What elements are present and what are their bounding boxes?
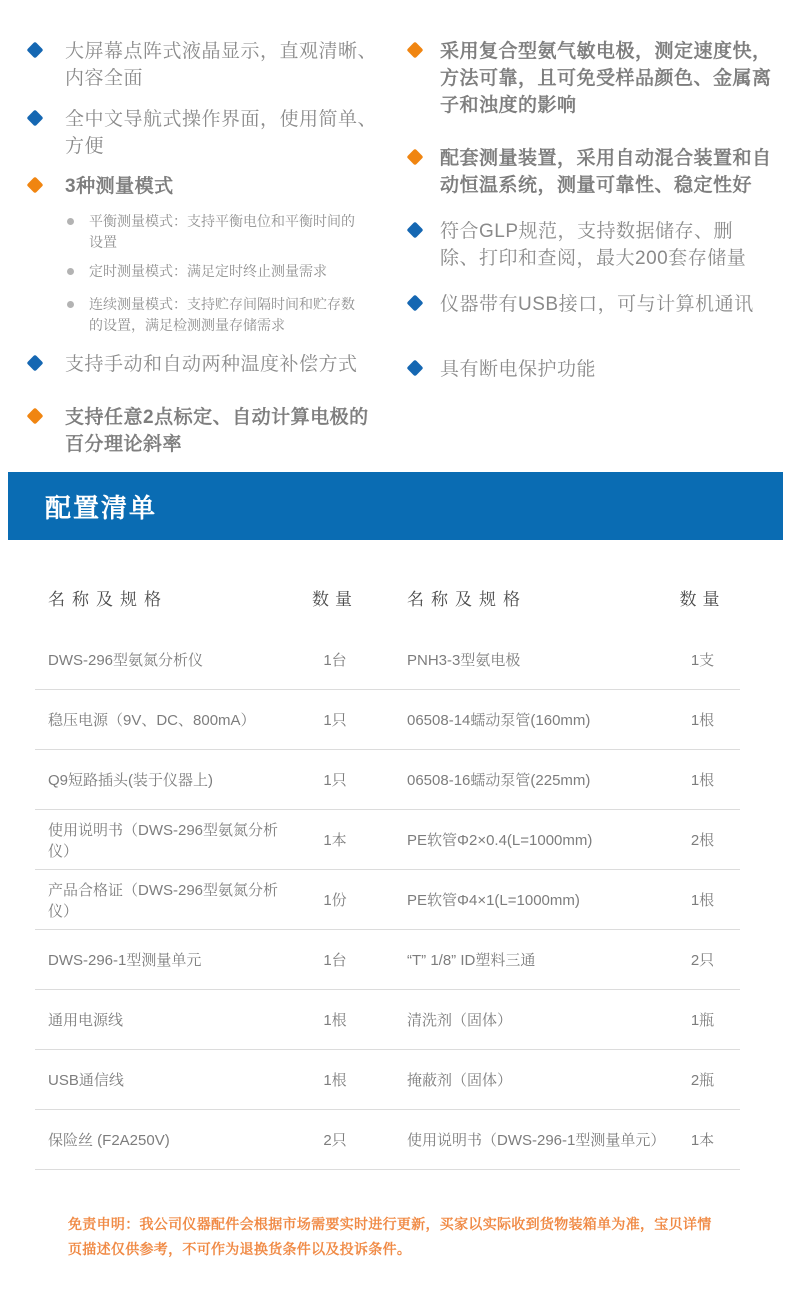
- cell-name-spec-2: PE软管Φ2×0.4(L=1000mm): [407, 832, 593, 849]
- cell-quantity-2: 1瓶: [690, 1012, 715, 1029]
- cell-name-spec-1: 产品合格证（DWS-296型氨氮分析仪）: [48, 881, 279, 920]
- blue-diamond-icon: [407, 360, 424, 377]
- table-row: [35, 630, 740, 690]
- feature-text: 采用复合型氨气敏电极，测定速度快，方法可靠，且可免受样品颜色、金属离子和浊度的影响: [440, 41, 772, 116]
- cell-quantity-2: 2瓶: [690, 1072, 715, 1089]
- cell-name-spec-1: DWS-296型氨氮分析仪: [48, 652, 204, 669]
- header-quantity-1: 数量: [312, 589, 358, 609]
- blue-diamond-icon: [407, 295, 424, 312]
- table-header-row: [35, 580, 740, 614]
- feature-text: 支持手动和自动两种温度补偿方式: [65, 354, 358, 375]
- feature-text: 具有断电保护功能: [440, 359, 597, 380]
- feature-text: 大屏幕点阵式液晶显示，直观清晰、内容全面: [65, 41, 378, 89]
- feature-item: [28, 351, 405, 378]
- cell-name-spec-2: 06508-14蠕动泵管(160mm): [407, 712, 591, 729]
- blue-diamond-icon: [407, 222, 424, 239]
- feature-subitem: [65, 261, 365, 282]
- feature-subitem-text: 连续测量模式：支持贮存间隔时间和贮存数的设置，满足检测测量存储需求: [89, 296, 355, 333]
- cell-name-spec-2: 掩蔽剂（固体）: [407, 1072, 513, 1089]
- cell-name-spec-1: DWS-296-1型测量单元: [48, 952, 202, 969]
- cell-quantity-2: 2只: [690, 952, 715, 969]
- header-name-spec-2: 名称及规格: [407, 589, 527, 609]
- cell-name-spec-2: 清洗剂（固体）: [407, 1012, 513, 1029]
- feature-item: [28, 38, 405, 92]
- table-row: [35, 870, 740, 930]
- blue-diamond-icon: [27, 42, 44, 59]
- feature-subitem-text: 定时测量模式：满足定时终止测量需求: [89, 263, 327, 279]
- feature-item: [405, 145, 772, 199]
- features-section: [0, 0, 790, 472]
- feature-item: [405, 356, 772, 383]
- feature-subitem: [65, 294, 365, 336]
- circle-bullet-icon: [67, 218, 74, 225]
- blue-diamond-icon: [27, 110, 44, 127]
- table-rows: [35, 630, 740, 1170]
- table-row: [35, 750, 740, 810]
- cell-name-spec-1: 通用电源线: [48, 1012, 124, 1029]
- feature-subitem: [65, 211, 365, 253]
- table-row: [35, 810, 740, 870]
- feature-text: 仪器带有USB接口，可与计算机通讯: [440, 294, 754, 315]
- features-col-left: [28, 38, 405, 458]
- table-row: [35, 990, 740, 1050]
- circle-bullet-icon: [67, 301, 74, 308]
- cell-quantity-1: 2只: [323, 1132, 347, 1149]
- disclaimer-text: 免责申明：我公司仪器配件会根据市场需要实时进行更新，买家以实际收到货物装箱单为准，宝贝详情页描述仅供参考，不可作为退换货条件以及投诉条件。: [68, 1216, 712, 1257]
- cell-quantity-1: 1根: [323, 1012, 347, 1029]
- table-row: [35, 930, 740, 990]
- cell-quantity-2: 1根: [690, 892, 715, 909]
- cell-name-spec-1: 稳压电源（9V、DC、800mA）: [48, 712, 256, 729]
- cell-quantity-1: 1本: [323, 832, 347, 849]
- orange-diamond-icon: [407, 149, 424, 166]
- cell-name-spec-2: PE软管Φ4×1(L=1000mm): [407, 892, 580, 909]
- cell-quantity-2: 1本: [690, 1132, 715, 1149]
- section-banner: [8, 472, 783, 540]
- cell-quantity-2: 1支: [690, 652, 715, 669]
- feature-item: [28, 106, 405, 160]
- cell-name-spec-2: 使用说明书（DWS-296-1型测量单元）: [407, 1132, 666, 1149]
- feature-text: 3种测量模式: [65, 176, 174, 197]
- config-table: [35, 580, 740, 1170]
- orange-diamond-icon: [27, 408, 44, 425]
- feature-sublist: [65, 211, 405, 336]
- cell-quantity-1: 1台: [323, 652, 347, 669]
- features-col-right: [405, 38, 772, 383]
- cell-name-spec-1: 保险丝 (F2A250V): [48, 1132, 170, 1149]
- header-quantity-2: 数量: [679, 589, 726, 609]
- cell-quantity-1: 1只: [323, 772, 347, 789]
- feature-item: [28, 173, 405, 336]
- feature-item: [28, 404, 405, 458]
- cell-quantity-1: 1份: [323, 892, 347, 909]
- orange-diamond-icon: [27, 177, 44, 194]
- section-title: 配置清单: [45, 492, 158, 523]
- cell-name-spec-1: 使用说明书（DWS-296型氨氮分析仪）: [48, 821, 279, 860]
- cell-quantity-1: 1台: [323, 952, 347, 969]
- feature-subitem-text: 平衡测量模式：支持平衡电位和平衡时间的设置: [89, 213, 355, 250]
- feature-text: 配套测量装置，采用自动混合装置和自动恒温系统，测量可靠性、稳定性好: [440, 148, 772, 196]
- cell-name-spec-2: 06508-16蠕动泵管(225mm): [407, 772, 591, 789]
- cell-name-spec-1: Q9短路插头(装于仪器上): [48, 772, 214, 789]
- cell-quantity-1: 1只: [323, 712, 347, 729]
- cell-name-spec-1: USB通信线: [48, 1072, 124, 1089]
- feature-item: [405, 38, 772, 119]
- cell-quantity-1: 1根: [323, 1072, 347, 1089]
- table-row: [35, 1110, 740, 1170]
- header-name-spec-1: 名称及规格: [48, 589, 168, 609]
- blue-diamond-icon: [27, 355, 44, 372]
- table-row: [35, 1050, 740, 1110]
- feature-text: 符合GLP规范，支持数据储存、删除、打印和查阅，最大200套存储量: [440, 221, 747, 269]
- circle-bullet-icon: [67, 268, 74, 275]
- cell-name-spec-2: “T” 1/8” ID塑料三通: [407, 952, 536, 969]
- orange-diamond-icon: [407, 42, 424, 59]
- cell-quantity-2: 1根: [690, 772, 715, 789]
- feature-item: [405, 218, 772, 272]
- feature-item: [405, 291, 772, 318]
- feature-text: 全中文导航式操作界面，使用简单、方便: [65, 109, 378, 157]
- table-row: [35, 690, 740, 750]
- cell-quantity-2: 1根: [690, 712, 715, 729]
- cell-name-spec-2: PNH3-3型氨电极: [407, 652, 521, 669]
- cell-quantity-2: 2根: [690, 832, 715, 849]
- feature-text: 支持任意2点标定、自动计算电极的百分理论斜率: [65, 407, 369, 455]
